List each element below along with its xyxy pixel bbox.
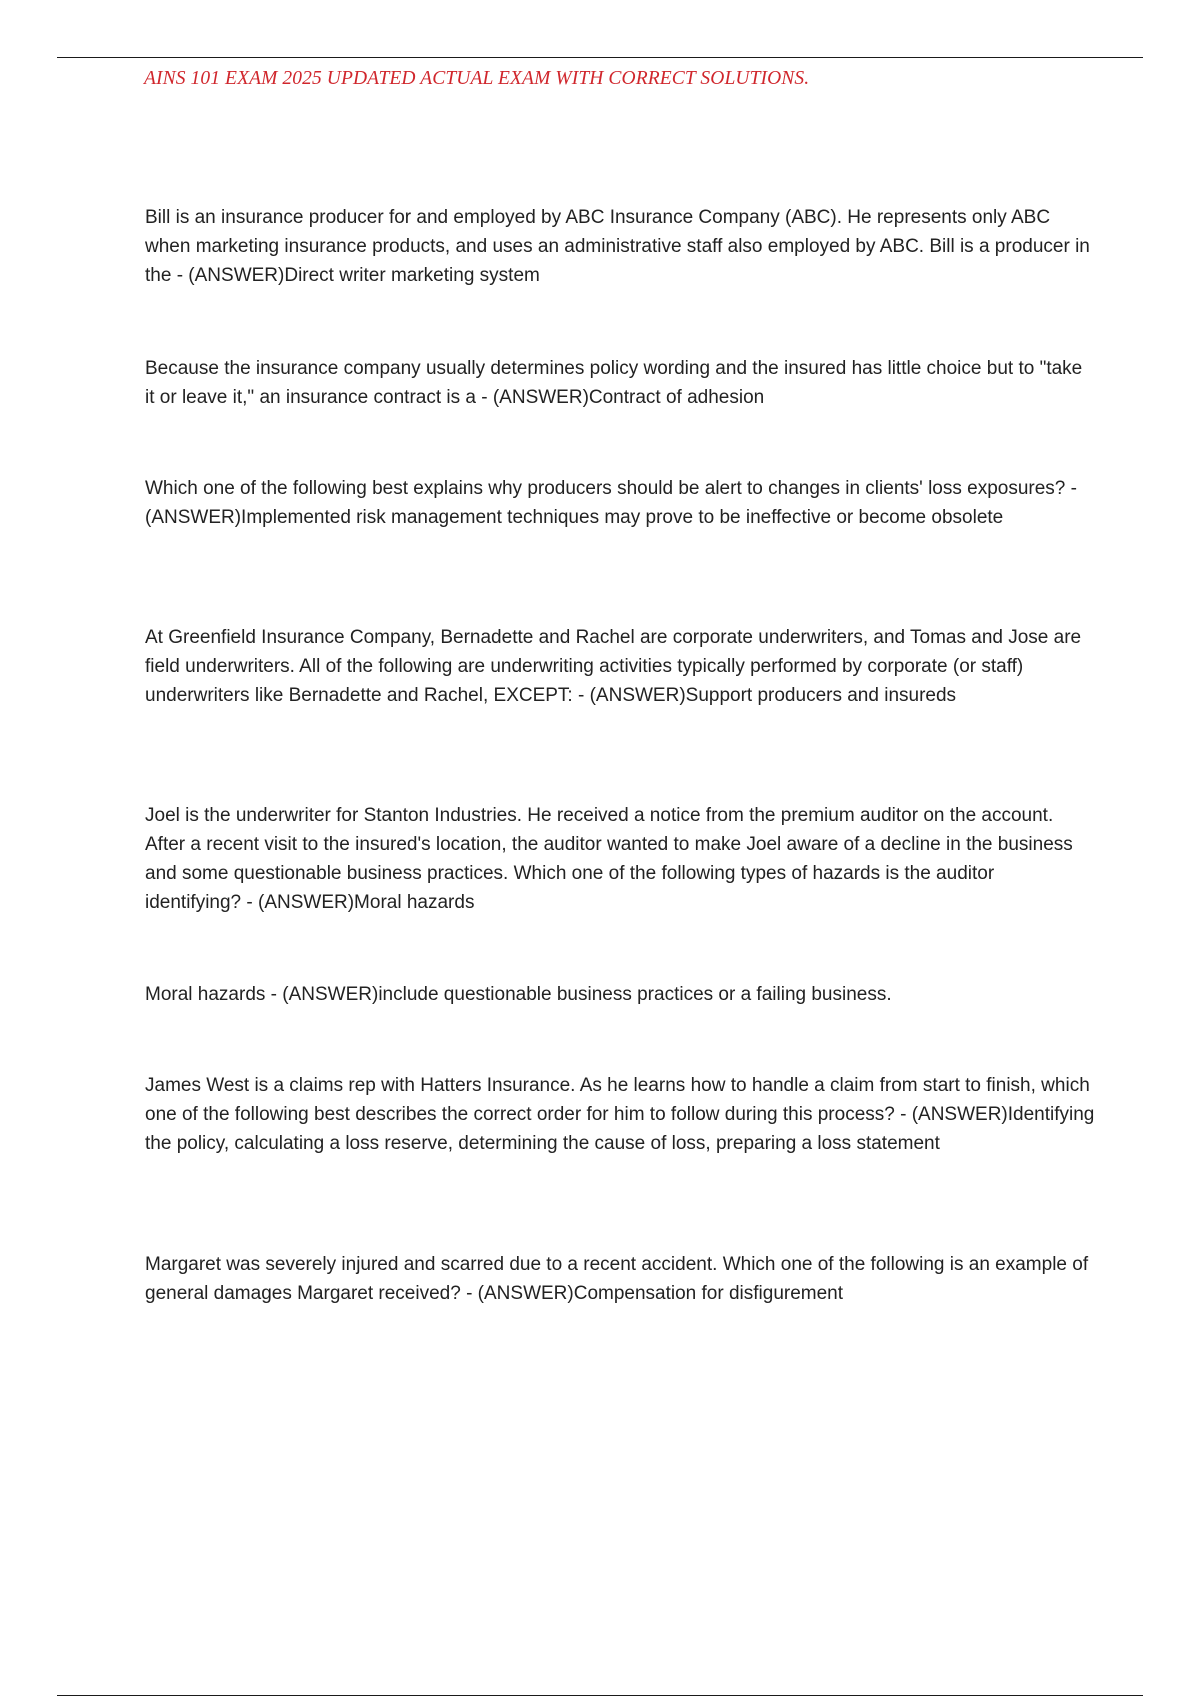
question-answer-2: Because the insurance company usually determines policy wording and the insured has little choice but to "take it or leave it," an insurance contract is a - (ANSWER)Contract of adhesion: [145, 358, 1083, 408]
question-answer-7: James West is a claims rep with Hatters Insurance. As he learns how to handle a claim from start to finish, which one of the following best describes the correct order for him to follow during this process? - (ANSWER)Identifying the policy, calculating a loss reserve, determining the cause of loss, preparing a loss statement: [145, 1075, 1095, 1154]
footer-rule: [57, 1695, 1143, 1696]
question-answer-6: Moral hazards - (ANSWER)include questionable business practices or a failing business.: [145, 984, 892, 1005]
header-rule: [57, 57, 1143, 58]
question-answer-3: Which one of the following best explains why producers should be alert to changes in clients' loss exposures? - (ANSWER)Implemented risk management techniques may prove to be ineffective or become obsolete: [145, 478, 1077, 528]
document-title: AINS 101 EXAM 2025 UPDATED ACTUAL EXAM WITH CORRECT SOLUTIONS.: [144, 68, 810, 89]
question-answer-4: At Greenfield Insurance Company, Bernadette and Rachel are corporate underwriters, and Tomas and Jose are field underwriters. All of the following are underwriting activities typically performed by corporate (or staff) underwriters like Bernadette and Rachel, EXCEPT: - (ANSWER)Support producers and insureds: [145, 627, 1082, 706]
question-answer-8: Margaret was severely injured and scarred due to a recent accident. Which one of the following is an example of general damages Margaret received? - (ANSWER)Compensation for disfigurement: [145, 1254, 1089, 1304]
question-answer-1: Bill is an insurance producer for and employed by ABC Insurance Company (ABC). He represents only ABC when marketing insurance products, and uses an administrative staff also employed by ABC. Bill is a producer in the - (ANSWER)Direct writer marketing system: [145, 207, 1090, 286]
question-answer-5: Joel is the underwriter for Stanton Industries. He received a notice from the premium auditor on the account. After a recent visit to the insured's location, the auditor wanted to make Joel aware of a decline in the business and some questionable business practices. Which one of the following types of hazards is the auditor identifying? - (ANSWER)Moral hazards: [145, 805, 1073, 913]
